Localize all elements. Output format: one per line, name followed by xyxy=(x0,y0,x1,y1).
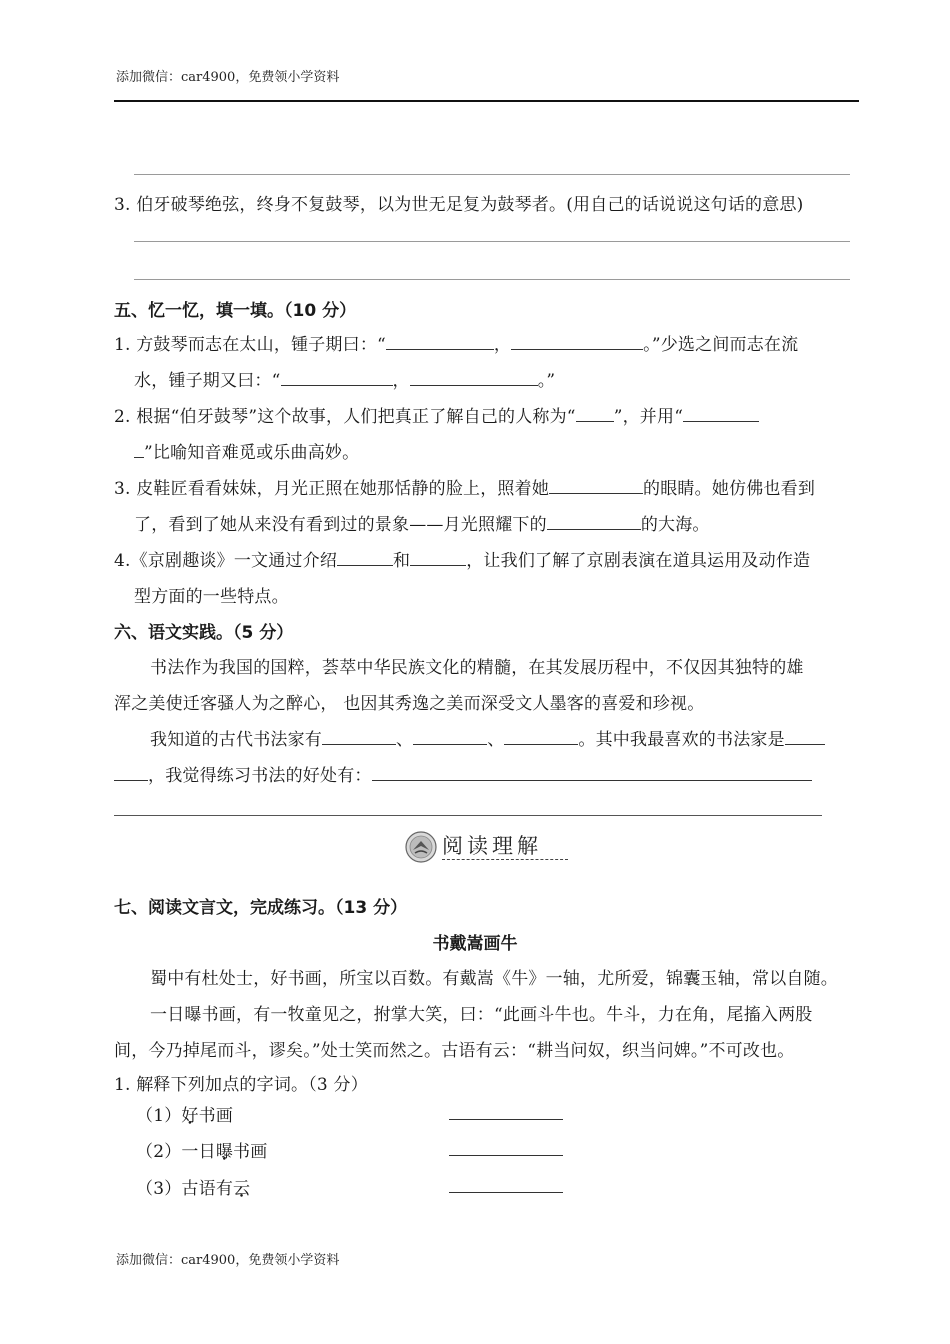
s6-para-1: 书法作为我国的国粹，荟萃中华民族文化的精髓，在其发展历程中，不仅因其独特的雄 xyxy=(150,658,804,678)
s7-question-1: 1. 解释下列加点的字词。（3 分） xyxy=(114,1075,368,1095)
text: 一日 xyxy=(181,1142,216,1162)
text: 的眼睛。她仿佛也看到 xyxy=(643,479,816,499)
fill-blank[interactable] xyxy=(337,550,393,566)
fill-blank[interactable] xyxy=(322,729,396,745)
dotted-char: 云 xyxy=(233,1179,251,1199)
text: 4.《京剧趣谈》一文通过介绍 xyxy=(114,551,338,571)
answer-blank[interactable] xyxy=(449,1192,563,1193)
page-header: 添加微信：car4900，免费领小学资料 xyxy=(116,70,340,85)
answer-line xyxy=(134,174,850,175)
header-divider xyxy=(114,100,859,102)
question-3: 3. 伯牙破琴绝弦，终身不复鼓琴，以为世无足复为鼓琴者。(用自己的话说说这句话的意思) xyxy=(114,195,804,215)
text: 和 xyxy=(393,551,411,571)
s5-item-3 xyxy=(114,474,815,499)
fill-blank[interactable] xyxy=(547,514,641,530)
passage-para-2-cont: 间，今乃掉尾而斗，谬矣。”处士笑而然之。古语有云：“耕当问奴，织当问婢。”不可改也。 xyxy=(114,1041,795,1061)
text: ， xyxy=(392,371,410,391)
page-footer: 添加微信：car4900，免费领小学资料 xyxy=(116,1253,340,1268)
fill-blank[interactable] xyxy=(413,729,487,745)
item-number: （2） xyxy=(136,1142,182,1162)
text: 了，看到了她从来没有看到过的景象——月光照耀下的 xyxy=(134,515,547,535)
fill-blank[interactable] xyxy=(114,765,148,781)
s5-item-2-cont xyxy=(134,438,359,463)
s5-item-1 xyxy=(114,330,798,355)
fill-blank[interactable] xyxy=(410,370,538,386)
banner-underline xyxy=(442,859,568,860)
answer-line xyxy=(134,241,850,242)
passage-para-1: 蜀中有杜处士，好书画，所宝以百数。有戴嵩《牛》一轴，尤所爱，锦囊玉轴，常以自随。 xyxy=(150,969,838,989)
s5-item-2 xyxy=(114,402,759,427)
s5-item-4 xyxy=(114,546,810,571)
s5-item-1-cont xyxy=(134,366,555,391)
dotted-char: 好 xyxy=(181,1106,199,1126)
text: ，让我们了解了京剧表演在道具运用及动作造 xyxy=(466,551,811,571)
text: 的大海。 xyxy=(640,515,710,535)
text: ，我觉得练习书法的好处有： xyxy=(148,766,372,786)
answer-blank[interactable] xyxy=(449,1155,563,1156)
text: ”比喻知音难觅或乐曲高妙。 xyxy=(144,443,360,463)
fill-blank[interactable] xyxy=(549,478,643,494)
fill-blank[interactable] xyxy=(410,550,466,566)
vocab-item-2 xyxy=(136,1137,267,1162)
text: 。”少选之间而志在流 xyxy=(643,335,799,355)
passage-title: 书戴嵩画牛 xyxy=(432,934,518,954)
s6-para-1-cont: 浑之美使迁客骚人为之醉心， 也因其秀逸之美而深受文人墨客的喜爱和珍视。 xyxy=(114,694,705,714)
fill-blank[interactable] xyxy=(372,765,812,781)
item-number: （1） xyxy=(136,1106,182,1126)
text: 。” xyxy=(537,371,556,391)
answer-line xyxy=(134,279,850,280)
vocab-item-1 xyxy=(136,1101,233,1126)
text: 、 xyxy=(396,730,414,750)
section-5-title: 五、忆一忆，填一填。（10 分） xyxy=(114,301,357,321)
text: 古语有 xyxy=(181,1179,234,1199)
text: 水，锺子期又曰：“ xyxy=(134,371,281,391)
text: ， xyxy=(493,335,512,355)
passage-para-2: 一日曝书画，有一牧童见之，拊掌大笑，曰：“此画斗牛也。牛斗，力在角，尾搐入两股 xyxy=(150,1005,813,1025)
section-7-title: 七、阅读文言文，完成练习。（13 分） xyxy=(114,898,408,918)
banner-label: 阅读理解 xyxy=(442,834,542,858)
answer-line xyxy=(114,815,822,816)
fill-blank[interactable] xyxy=(683,406,759,422)
text: 、 xyxy=(487,730,505,750)
reading-banner xyxy=(404,828,570,864)
fill-blank[interactable] xyxy=(281,370,393,386)
text: 。其中我最喜欢的书法家是 xyxy=(578,730,785,750)
fill-blank[interactable] xyxy=(504,729,578,745)
s5-item-4-cont: 型方面的一些特点。 xyxy=(134,587,289,607)
text: 我知道的古代书法家有 xyxy=(150,730,322,750)
fill-blank[interactable] xyxy=(386,334,494,350)
text: ”，并用“ xyxy=(613,407,684,427)
s6-para-2-cont xyxy=(114,761,812,786)
section-6-title: 六、语文实践。（5 分） xyxy=(114,623,294,643)
item-number: （3） xyxy=(136,1179,182,1199)
fill-blank[interactable] xyxy=(576,406,614,422)
text: 3. 皮鞋匠看看妹妹，月光正照在她那恬静的脸上，照着她 xyxy=(114,479,550,499)
fill-blank[interactable] xyxy=(785,729,825,745)
reading-emblem-icon xyxy=(404,830,438,864)
vocab-item-3 xyxy=(136,1174,250,1199)
answer-blank[interactable] xyxy=(449,1119,563,1120)
dotted-char: 曝 xyxy=(215,1142,234,1162)
fill-blank[interactable] xyxy=(134,442,144,458)
text: 书画 xyxy=(198,1106,234,1126)
text: 书画 xyxy=(233,1142,268,1162)
text: 1. 方鼓琴而志在太山，锺子期曰：“ xyxy=(114,335,386,355)
s6-para-2 xyxy=(150,725,825,750)
s5-item-3-cont xyxy=(134,510,710,535)
text: 2. 根据“伯牙鼓琴”这个故事，人们把真正了解自己的人称为“ xyxy=(114,407,576,427)
fill-blank[interactable] xyxy=(511,334,643,350)
